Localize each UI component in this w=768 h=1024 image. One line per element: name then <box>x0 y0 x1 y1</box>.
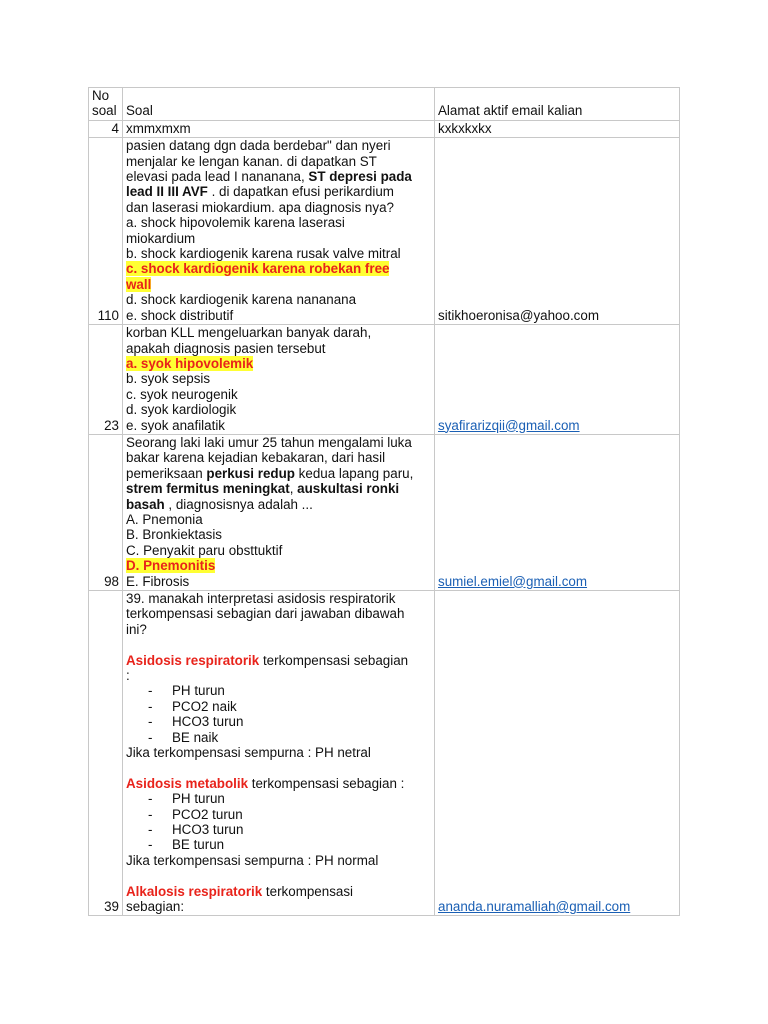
option-e: E. Fibrosis <box>126 573 190 589</box>
bold-keyword: lead II III AVF <box>126 184 208 200</box>
question-cell <box>123 591 435 916</box>
question-line <box>126 481 431 496</box>
list-item <box>126 837 431 852</box>
list-item-text: BE turun <box>172 837 225 853</box>
email-cell <box>435 591 680 916</box>
option-b: B. Bronkiektasis <box>126 527 223 543</box>
red-heading: Asidosis metabolik <box>126 775 249 791</box>
list-item <box>126 730 431 745</box>
highlighted-answer: c. shock kardiogenik karena robekan free <box>126 261 390 277</box>
list-item-text: PCO2 turun <box>172 806 243 822</box>
question-line: ini? <box>126 621 147 637</box>
option-d: d. shock kardiogenik karena nananana <box>126 292 357 308</box>
header-no-soal: No soal <box>89 88 123 121</box>
question-line: pasien datang dgn dada berdebar" dan nyeri <box>126 138 391 154</box>
list-item-text: HCO3 turun <box>172 714 244 730</box>
list-item-text: HCO3 turun <box>172 822 244 838</box>
question-line: 39. manakah interpretasi asidosis respiratorik <box>126 591 396 606</box>
question-text: terkompensasi <box>262 883 354 899</box>
list-item-text: PH turun <box>172 683 225 699</box>
row-number: 23 <box>89 325 123 435</box>
question-line <box>126 169 431 184</box>
row-number: 39 <box>89 591 123 916</box>
question-cell <box>123 138 435 325</box>
dash-bullet: - <box>148 806 153 822</box>
option-a-cont: miokardium <box>126 230 196 246</box>
option-d-answer <box>126 558 431 573</box>
question-line: terkompensasi sebagian dari jawaban dibawah <box>126 606 405 622</box>
email-cell: sitikhoeronisa@yahoo.com <box>435 138 680 325</box>
question-text: , <box>289 481 298 497</box>
question-text: , diagnosisnya adalah ... <box>164 496 313 512</box>
list-item <box>126 714 431 729</box>
list-item-text: PH turun <box>172 791 225 807</box>
question-table <box>88 87 680 916</box>
section-heading <box>126 884 431 899</box>
question-cell <box>123 325 435 435</box>
question-line <box>126 497 431 512</box>
email-link[interactable]: sumiel.emiel@gmail.com <box>438 573 588 589</box>
email-link[interactable]: ananda.nuramalliah@gmail.com <box>438 899 631 915</box>
table-row <box>89 434 680 590</box>
question-text: kedua lapang paru, <box>294 465 414 481</box>
header-email: Alamat aktif email kalian <box>435 88 680 121</box>
option-e: e. syok anafilatik <box>126 417 225 433</box>
table-row <box>89 325 680 435</box>
question-line: korban KLL mengeluarkan banyak darah, <box>126 325 372 341</box>
table-row <box>89 591 680 916</box>
question-text: terkompensasi sebagian <box>259 652 409 668</box>
list-item <box>126 683 431 698</box>
blank-line <box>126 760 431 775</box>
question-line <box>126 184 431 199</box>
list-item <box>126 807 431 822</box>
bold-keyword: basah <box>126 496 165 512</box>
question-line: : <box>126 668 130 684</box>
option-d: d. syok kardiologik <box>126 402 237 418</box>
highlighted-answer: wall <box>126 276 152 292</box>
list-item-text: BE naik <box>172 729 219 745</box>
email-cell: kxkxkxkx <box>435 120 680 137</box>
option-b: b. syok sepsis <box>126 371 211 387</box>
dash-bullet: - <box>148 837 153 853</box>
question-line: bakar karena kejadian kebakaran, dari hasil <box>126 450 386 466</box>
row-number: 110 <box>89 138 123 325</box>
email-cell <box>435 325 680 435</box>
table-row <box>89 138 680 325</box>
table-row <box>89 120 680 137</box>
option-c-answer-cont <box>126 277 431 292</box>
dash-bullet: - <box>148 729 153 745</box>
note-line: Jika terkompensasi sempurna : PH normal <box>126 852 379 868</box>
row-number: 98 <box>89 434 123 590</box>
bold-keyword: auskultasi ronki <box>297 481 400 497</box>
bold-keyword: ST depresi pada <box>308 169 412 185</box>
question-line: sebagian: <box>126 899 185 915</box>
option-a: a. shock hipovolemik karena laserasi <box>126 215 345 231</box>
bold-keyword: perkusi redup <box>206 465 295 481</box>
question-line: menjalar ke lengan kanan. di dapatkan ST <box>126 153 377 169</box>
list-item <box>126 822 431 837</box>
email-cell <box>435 434 680 590</box>
section-heading <box>126 653 431 668</box>
dash-bullet: - <box>148 698 153 714</box>
option-c: c. syok neurogenik <box>126 386 238 402</box>
question-line <box>126 466 431 481</box>
dash-bullet: - <box>148 822 153 838</box>
header-row <box>89 88 680 121</box>
option-a: A. Pnemonia <box>126 511 203 527</box>
list-item <box>126 791 431 806</box>
header-soal: Soal <box>123 88 435 121</box>
bold-keyword: strem fermitus meningkat <box>126 481 290 497</box>
question-line: dan laserasi miokardium. apa diagnosis nya? <box>126 199 394 215</box>
dash-bullet: - <box>148 683 153 699</box>
blank-line <box>126 868 431 883</box>
question-text: terkompensasi sebagian : <box>248 775 405 791</box>
option-c: C. Penyakit paru obsttuktif <box>126 542 283 558</box>
option-e: e. shock distributif <box>126 307 234 323</box>
note-line: Jika terkompensasi sempurna : PH netral <box>126 745 371 761</box>
email-link[interactable]: syafirarizqii@gmail.com <box>438 417 580 433</box>
blank-line <box>126 637 431 652</box>
dash-bullet: - <box>148 714 153 730</box>
option-b: b. shock kardiogenik karena rusak valve mitral <box>126 246 401 262</box>
list-item <box>126 699 431 714</box>
question-text: pemeriksaan <box>126 465 207 481</box>
question-line: apakah diagnosis pasien tersebut <box>126 340 326 356</box>
option-a-answer <box>126 356 431 371</box>
question-cell <box>123 434 435 590</box>
question-text: elevasi pada lead I nananana, <box>126 169 309 185</box>
dash-bullet: - <box>148 791 153 807</box>
option-c-answer <box>126 261 431 276</box>
list-item-text: PCO2 naik <box>172 698 237 714</box>
question-line: Seorang laki laki umur 25 tahun mengalami luka <box>126 434 412 450</box>
red-heading: Alkalosis respiratorik <box>126 883 263 899</box>
red-heading: Asidosis respiratorik <box>126 652 260 668</box>
row-number: 4 <box>89 120 123 137</box>
section-heading <box>126 776 431 791</box>
highlighted-answer: a. syok hipovolemik <box>126 355 254 371</box>
highlighted-answer: D. Pnemonitis <box>126 558 216 574</box>
question-text: . di dapatkan efusi perikardium <box>207 184 394 200</box>
question-cell: xmmxmxm <box>123 120 435 137</box>
